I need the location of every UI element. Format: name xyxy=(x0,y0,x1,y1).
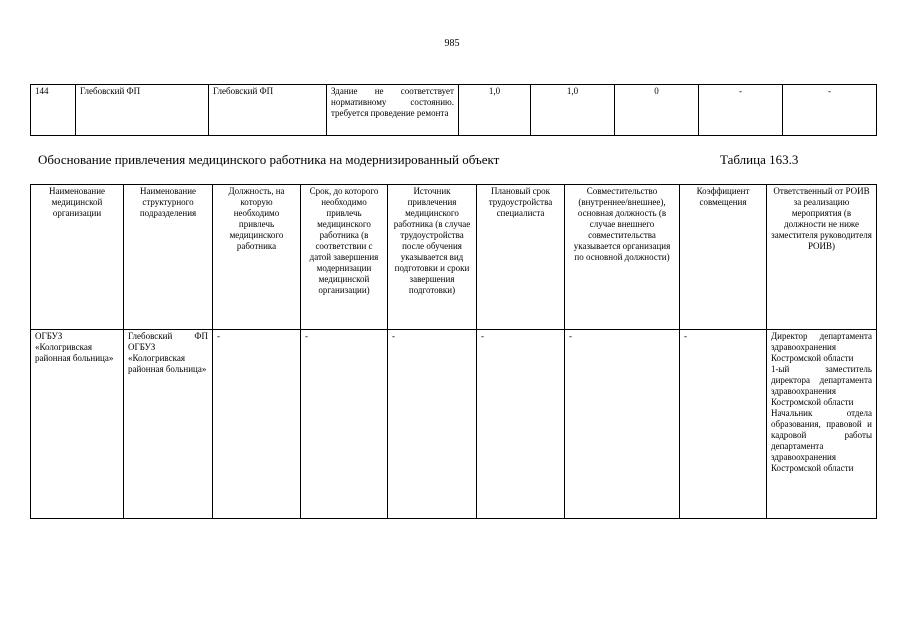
condition-cell: Здание не соответствует нормативному состоянию. требуется проведение ремонта xyxy=(327,85,459,136)
unit-cell: Глебовский ФП ОГБУЗ «Кологривская районная больница» xyxy=(124,330,213,519)
combination-cell: - xyxy=(565,330,680,519)
responsible-line: Начальник отдела образования, правовой и кадровой работы департамента здравоохранения Костромской области xyxy=(771,408,872,473)
responsible-cell xyxy=(767,330,877,519)
value-cell-3: 0 xyxy=(615,85,699,136)
position-cell: - xyxy=(213,330,301,519)
table-row xyxy=(31,330,877,519)
row-number: 144 xyxy=(31,85,76,136)
org-cell: Глебовский ФП xyxy=(76,85,209,136)
section-heading: Обоснование привлечения медицинского работника на модернизированный объект xyxy=(38,152,500,167)
planned-date-cell: - xyxy=(477,330,565,519)
value-cell-1: 1,0 xyxy=(459,85,531,136)
table-header-row xyxy=(31,185,877,330)
column-header: Коэффициент совмещения xyxy=(680,185,767,330)
coefficient-cell: - xyxy=(680,330,767,519)
value-cell-4: - xyxy=(699,85,783,136)
deadline-cell: - xyxy=(301,330,388,519)
table-label: Таблица 163.3 xyxy=(720,152,799,167)
unit-cell: Глебовский ФП xyxy=(209,85,327,136)
page-number: 985 xyxy=(444,38,460,49)
previous-table-row xyxy=(30,84,877,136)
column-header: Плановый срок трудоустройства специалиста xyxy=(477,185,565,330)
value-cell-5: - xyxy=(783,85,877,136)
staffing-table xyxy=(30,184,877,519)
responsible-line: 1-ый заместитель директора департамента здравоохранения Костромской области xyxy=(771,364,872,407)
column-header: Срок, до которого необходимо привлечь медицинского работника (в соответствии с датой завершения модернизации медицинской организации) xyxy=(301,185,388,330)
org-cell: ОГБУЗ «Кологривская районная больница» xyxy=(31,330,124,519)
column-header: Должность, на которую необходимо привлечь медицинского работника xyxy=(213,185,301,330)
column-header: Наименование структурного подразделения xyxy=(124,185,213,330)
source-cell: - xyxy=(388,330,477,519)
responsible-line: Директор департамента здравоохранения Костромской области xyxy=(771,331,872,363)
column-header: Ответственный от РОИВ за реализацию мероприятия (в должности не ниже заместителя руководителя РОИВ) xyxy=(767,185,877,330)
column-header: Наименование медицинской организации xyxy=(31,185,124,330)
value-cell-2: 1,0 xyxy=(531,85,615,136)
column-header: Совместительство (внутреннее/внешнее), основная должность (в случае внешнего совместительства указывается организация по основной должности) xyxy=(565,185,680,330)
column-header: Источник привлечения медицинского работника (в случае трудоустройства после обучения указывается вид подготовки и сроки завершения подготовки) xyxy=(388,185,477,330)
